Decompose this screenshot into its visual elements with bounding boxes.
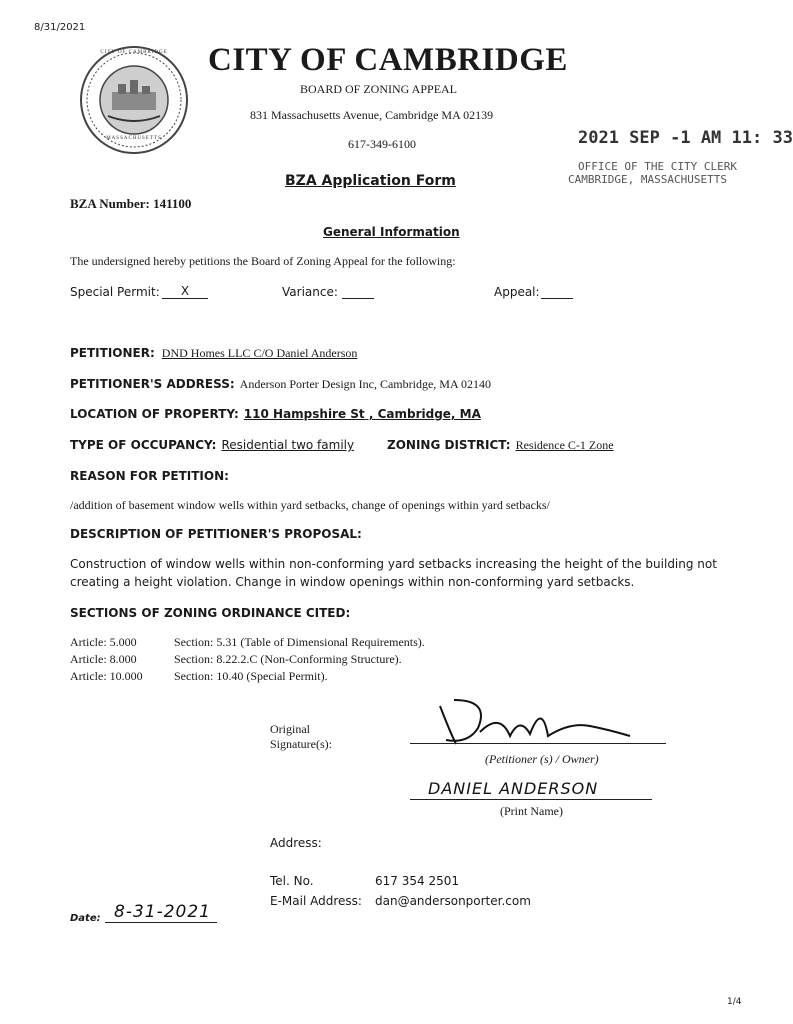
reason-label: REASON FOR PETITION: [70,469,229,483]
section-detail: Section: 10.40 (Special Permit). [174,669,328,683]
reason-value: /addition of basement window wells within yard setbacks, change of openings within yard setbacks/ [70,498,550,512]
email-label: E-Mail Address: [270,894,362,908]
appeal-label: Appeal: [494,285,540,299]
date-value: 8-31-2021 [114,902,211,922]
zoning-district-label: ZONING DISTRICT: [387,438,511,452]
location-label: LOCATION OF PROPERTY: [70,407,239,421]
date-label: Date: [70,913,101,924]
seal-center-text: MASSACHUSETTS [106,136,162,141]
sections-heading: SECTIONS OF ZONING ORDINANCE CITED: [70,606,351,620]
print-date: 8/31/2021 [34,22,86,33]
location-row [70,407,481,422]
petitioner-address-label: PETITIONER'S ADDRESS: [70,377,235,391]
original-label-line2: Signature(s): [270,737,332,751]
occupancy-row [70,438,354,453]
original-label-line1: Original [270,722,310,736]
petition-intro: The undersigned hereby petitions the Board of Zoning Appeal for the following: [70,254,456,268]
section-article: Article: 5.000 [70,635,137,649]
date-line [105,922,217,923]
section-article: Article: 10.000 [70,669,143,683]
print-name-line [410,799,652,800]
stamp-office-line2: CAMBRIDGE, MASSACHUSETTS [568,173,727,186]
occupancy-value: Residential two family [221,438,355,452]
sections-articles [70,634,143,685]
description-line1: Construction of window wells within non-conforming yard setbacks increasing the height of the building not [70,557,717,571]
special-permit-value: X [162,285,208,299]
description-line2: creating a height violation. Change in window openings within non-conforming yard setbacks. [70,575,635,589]
sections-details [174,634,425,685]
address-label: Address: [270,836,322,850]
bza-number [70,196,191,212]
zoning-district-row [387,438,614,453]
page-title: CITY OF CAMBRIDGE [208,42,568,78]
original-signature-label [270,722,332,752]
petitioner-row [70,346,357,361]
section-detail: Section: 5.31 (Table of Dimensional Requirements). [174,635,425,649]
special-permit-label: Special Permit: [70,285,160,299]
petitioner-address-row [70,377,491,392]
stamp-datetime: 2021 SEP -1 AM 11: 33 [578,128,793,148]
variance-blank [342,298,374,299]
petitioner-caption: (Petitioner (s) / Owner) [485,752,599,766]
location-value: 110 Hampshire St , Cambridge, MA [243,407,481,421]
city-seal [78,44,190,156]
tel-value: 617 354 2501 [375,874,459,888]
seal-top-text: CITY OF CAMBRIDGE [100,50,168,55]
print-name-value: DANIEL ANDERSON [428,779,599,798]
board-address: 831 Massachusetts Avenue, Cambridge MA 02139 [250,108,494,122]
board-phone: 617-349-6100 [348,137,416,151]
occupancy-label: TYPE OF OCCUPANCY: [70,438,217,452]
form-title: BZA Application Form [285,173,456,189]
description-label: DESCRIPTION OF PETITIONER'S PROPOSAL: [70,527,362,541]
section-detail: Section: 8.22.2.C (Non-Conforming Structure). [174,652,402,666]
zoning-district-value: Residence C-1 Zone [515,438,614,452]
page-number: 1/4 [727,997,742,1007]
print-name-caption: (Print Name) [500,804,563,818]
signature-line [410,743,666,744]
petitioner-label: PETITIONER: [70,346,155,360]
variance-label: Variance: [282,285,338,299]
bza-number-value: 141100 [153,196,192,211]
board-name: BOARD OF ZONING APPEAL [300,82,458,96]
section-article: Article: 8.000 [70,652,137,666]
tel-label: Tel. No. [270,874,314,888]
appeal-blank [541,298,573,299]
bza-number-label: BZA Number: [70,196,150,211]
general-info-heading: General Information [323,225,460,239]
petitioner-address-value: Anderson Porter Design Inc, Cambridge, MA 02140 [239,377,491,391]
email-value: dan@andersonporter.com [375,894,531,908]
petitioner-value: DND Homes LLC C/O Daniel Anderson [161,346,358,360]
stamp-office-line1: OFFICE OF THE CITY CLERK [578,160,737,173]
